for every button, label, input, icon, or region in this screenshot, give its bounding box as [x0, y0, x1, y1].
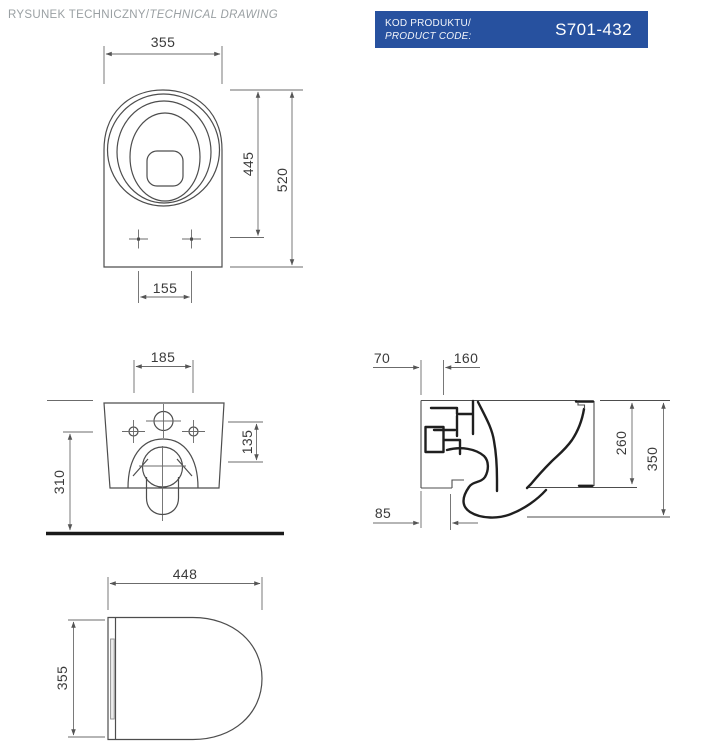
side-view-bowl-wall: [527, 409, 584, 488]
dim-label-260: 260: [613, 430, 629, 456]
rear-view-outlet: [128, 439, 198, 521]
dim-top-width: [104, 34, 222, 84]
dim-side-70-160: [373, 350, 480, 395]
dim-top-depths: [230, 90, 303, 267]
product-code-label-en: PRODUCT CODE:: [385, 30, 472, 42]
dim-top-hole-spacing: [139, 271, 192, 303]
dim-label-155: 155: [152, 280, 178, 296]
seat-view-lid: [108, 618, 262, 740]
top-view-mounting-holes: [129, 230, 201, 249]
dim-rear-hole-spacing: [134, 349, 193, 393]
dim-rear-floor-height: [47, 401, 93, 531]
top-view-bowl: [130, 113, 200, 201]
side-view-inlet-section: [426, 401, 474, 454]
top-view-drain: [147, 151, 183, 186]
dim-label-445: 445: [240, 151, 256, 177]
dim-label-185: 185: [150, 349, 176, 365]
dim-side-85: [373, 491, 478, 530]
dim-side-heights: [613, 403, 664, 515]
dim-label-85: 85: [374, 505, 392, 521]
rear-view-body: [104, 403, 224, 488]
dim-rear-inlet-offset: [228, 422, 263, 462]
page-title-italic: TECHNICAL DRAWING: [149, 9, 279, 21]
product-code-label-pl: KOD PRODUKTU/: [385, 17, 471, 29]
side-view-outline: [421, 401, 670, 518]
dim-label-135: 135: [239, 429, 255, 455]
rear-view-inlet-hole: [146, 404, 181, 438]
dim-label-448: 448: [172, 566, 198, 582]
dim-label-160: 160: [453, 350, 479, 366]
seat-view-hinge-rod: [111, 639, 115, 719]
dim-label-350: 350: [644, 446, 660, 472]
dim-seat-length: [108, 566, 262, 610]
dim-label-355-top: 355: [150, 34, 176, 50]
rear-view: [46, 349, 284, 534]
top-view-rim-inner: [117, 101, 211, 203]
dim-label-310: 310: [51, 469, 67, 495]
side-view: [373, 350, 670, 530]
product-code-value: S701-432: [555, 19, 632, 39]
top-view: [104, 34, 303, 303]
dim-label-355-seat: 355: [54, 665, 70, 691]
dim-seat-width: [54, 620, 105, 737]
dim-label-520: 520: [274, 167, 290, 193]
top-view-rim-outer: [108, 94, 220, 206]
dim-label-70: 70: [373, 350, 391, 366]
seat-view: [54, 566, 262, 740]
page-title-regular: RYSUNEK TECHNICZNY/: [8, 9, 150, 21]
side-view-flush-channel: [478, 402, 497, 491]
